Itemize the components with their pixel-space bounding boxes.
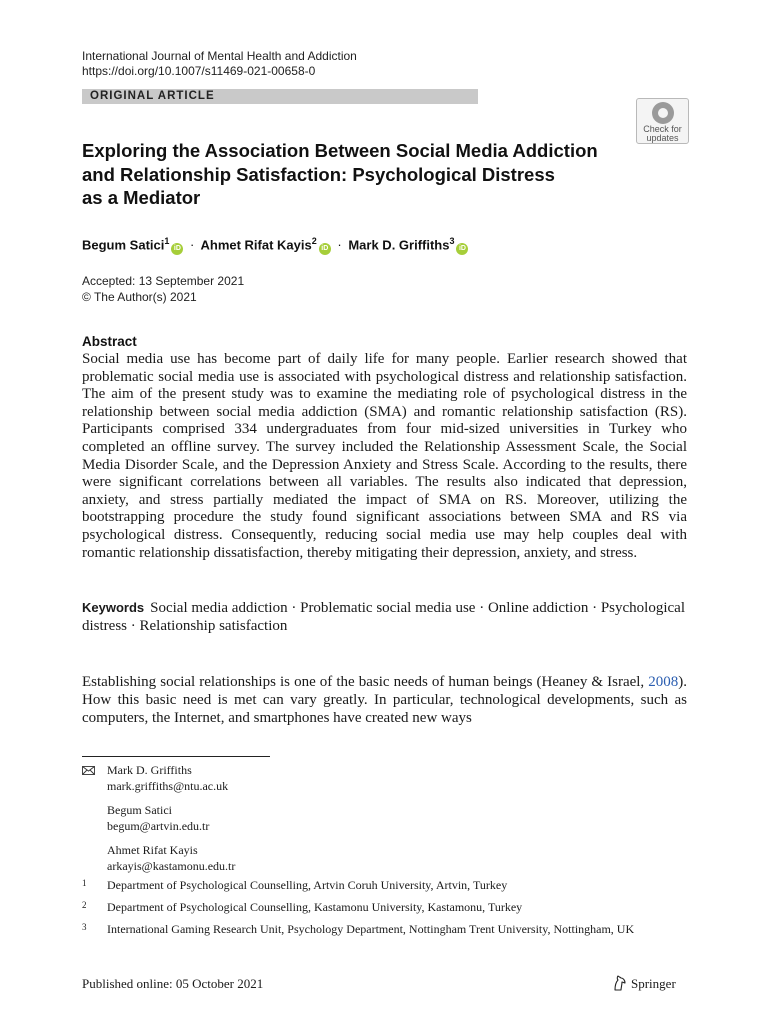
check-updates-label-2: updates bbox=[646, 133, 679, 143]
keywords-block bbox=[82, 599, 687, 635]
citation-link[interactable]: 2008 bbox=[648, 674, 679, 690]
accepted-date: Accepted: 13 September 2021 bbox=[82, 274, 245, 288]
article-title bbox=[82, 139, 642, 210]
envelope-icon bbox=[82, 766, 95, 775]
affiliation-item bbox=[82, 922, 687, 937]
journal-header bbox=[82, 49, 357, 79]
correspondent-email[interactable]: begum@artvin.edu.tr bbox=[107, 818, 210, 833]
correspondent-email[interactable]: mark.griffiths@ntu.ac.uk bbox=[107, 778, 229, 793]
correspondent-name: Begum Satici bbox=[107, 803, 172, 817]
affiliation-number: 1 bbox=[82, 878, 87, 888]
springer-horse-icon bbox=[612, 975, 627, 991]
affiliations-list bbox=[82, 878, 687, 944]
correspondence-entry bbox=[107, 803, 235, 834]
publisher-logo bbox=[612, 975, 676, 992]
check-for-updates-badge[interactable] bbox=[636, 98, 689, 144]
keywords-label: Keywords bbox=[82, 600, 145, 615]
title-line-3: as a Mediator bbox=[82, 187, 201, 208]
orcid-icon[interactable]: iD bbox=[171, 243, 183, 255]
journal-name: International Journal of Mental Health and Addiction bbox=[82, 49, 357, 63]
affiliation-number: 3 bbox=[82, 922, 87, 932]
affiliation-text: International Gaming Research Unit, Psychology Department, Nottingham Trent University, Nottingham, UK bbox=[107, 922, 635, 936]
author-separator: · bbox=[190, 237, 195, 253]
correspondence-block bbox=[82, 763, 235, 883]
author-name[interactable]: Mark D. Griffiths bbox=[348, 237, 450, 253]
abstract-text: Social media use has become part of daily life for many people. Earlier research showed that problematic social media use is associated with psychological distress and relationship satisfaction. The aim of the present study was to examine the mediating role of psychological distress in the relationship between social media addiction (SMA) and romantic relationship satisfaction (RS). Participants comprised 334 undergraduates from four mid-sized universities in Turkey who completed an offline survey. The survey included the Relationship Assessment Scale, the Social Media Disorder Scale, and the Depression Anxiety and Stress Scale. According to the results, there were significant correlations between all variables. The results also indicated that depression, anxiety, and stress partially mediated the impact of SMA on RS. Moreover, utilizing the bootstrapping procedure the study found significant associations between SMA and RS via psychological distress. Consequently, reducing social media use may help couples deal with romantic relationship dissatisfaction, thereby mitigating their depression, anxiety, and stress. bbox=[82, 351, 687, 561]
intro-text-before-citation: Establishing social relationships is one of the basic needs of human beings (Heaney & Israel, bbox=[82, 674, 649, 690]
author-list bbox=[82, 232, 468, 255]
copyright-notice: © The Author(s) 2021 bbox=[82, 289, 197, 304]
section-label-bar bbox=[82, 89, 478, 104]
correspondent-name: Ahmet Rifat Kayis bbox=[107, 843, 198, 857]
intro-paragraph bbox=[82, 673, 687, 727]
affiliation-item bbox=[82, 900, 687, 915]
abstract-heading: Abstract bbox=[82, 334, 137, 349]
published-online-date: Published online: 05 October 2021 bbox=[82, 976, 264, 991]
title-line-2: and Relationship Satisfaction: Psychological Distress bbox=[82, 163, 555, 185]
footnote-divider bbox=[82, 756, 270, 757]
section-label: ORIGINAL ARTICLE bbox=[90, 90, 215, 102]
check-updates-icon bbox=[652, 102, 674, 124]
title-line-1: Exploring the Association Between Social Media Addiction bbox=[82, 140, 598, 161]
correspondent-name: Mark D. Griffiths bbox=[107, 763, 192, 777]
keywords-text: Social media addiction · Problematic social media use · Online addiction · Psychological distress · Relationship satisfaction bbox=[82, 600, 685, 634]
publisher-name: Springer bbox=[631, 976, 676, 991]
affiliation-item bbox=[82, 878, 687, 893]
check-updates-label-1: Check for bbox=[643, 124, 682, 134]
correspondence-entry bbox=[107, 843, 235, 874]
affiliation-text: Department of Psychological Counselling, Artvin Coruh University, Artvin, Turkey bbox=[107, 878, 508, 892]
author-name[interactable]: Ahmet Rifat Kayis bbox=[200, 237, 312, 253]
article-dates bbox=[82, 274, 244, 305]
affiliation-text: Department of Psychological Counselling, Kastamonu University, Kastamonu, Turkey bbox=[107, 900, 523, 914]
author-separator: · bbox=[337, 237, 342, 253]
correspondent-email[interactable]: arkayis@kastamonu.edu.tr bbox=[107, 858, 236, 873]
affiliation-number: 2 bbox=[82, 900, 87, 910]
author-affil-ref: 2 bbox=[311, 236, 317, 246]
doi-link[interactable]: https://doi.org/10.1007/s11469-021-00658-0 bbox=[82, 64, 316, 78]
orcid-icon[interactable]: iD bbox=[456, 243, 468, 255]
orcid-icon[interactable]: iD bbox=[319, 243, 331, 255]
author-name[interactable]: Begum Satici bbox=[82, 237, 165, 253]
author-affil-ref: 3 bbox=[449, 236, 455, 246]
author-affil-ref: 1 bbox=[164, 236, 170, 246]
intro-text-after-citation: ). How this basic need is met can vary greatly. In particular, technological developments, such as computers, the Internet, and smartphones have created new ways bbox=[82, 674, 687, 726]
correspondence-entry bbox=[107, 763, 235, 794]
